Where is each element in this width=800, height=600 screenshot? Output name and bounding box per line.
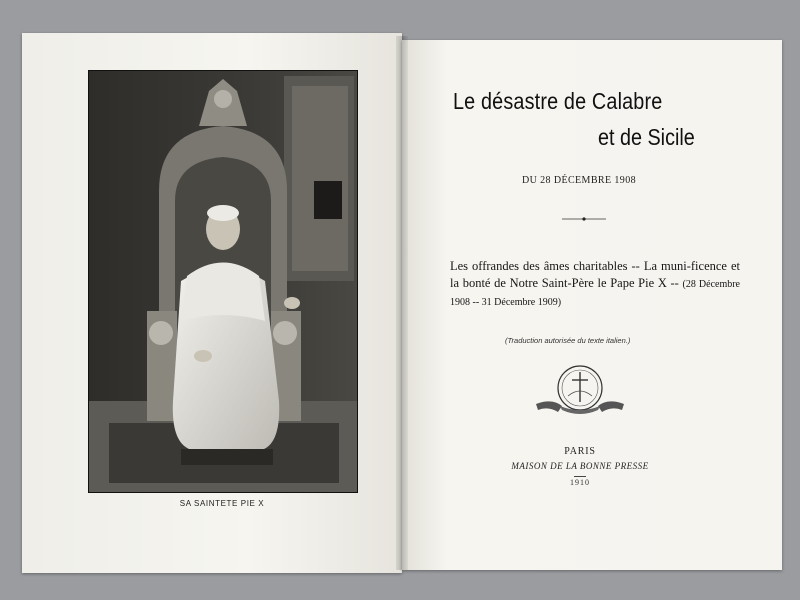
description — [450, 258, 740, 311]
publisher-name: MAISON DE LA BONNE PRESSE — [511, 461, 649, 471]
description-main: Les offrandes des âmes charitables -- La muni-ficence et la bonté de Notre Saint-Père le Pape Pie X -- — [450, 259, 740, 290]
separator-dash — [574, 476, 586, 477]
event-date: DU 28 DÉCEMBRE 1908 — [522, 175, 636, 186]
title-line-1: Le désastre de Calabre — [453, 88, 663, 114]
publication-year: 1910 — [570, 478, 590, 487]
translation-note: (Traduction autorisée du texte italien.) — [505, 336, 631, 345]
publication-city: PARIS — [564, 446, 596, 457]
ornamental-rule-icon — [562, 217, 606, 221]
title-line-2: et de Sicile — [598, 124, 695, 150]
portrait-caption: SA SAINTETE PIE X — [179, 499, 265, 508]
publisher-emblem-icon — [532, 362, 628, 424]
portrait-photograph — [88, 70, 358, 493]
book-gutter — [396, 36, 408, 570]
description-dates: (28 Décembre 1908 -- 31 Décembre 1909) — [450, 279, 740, 308]
